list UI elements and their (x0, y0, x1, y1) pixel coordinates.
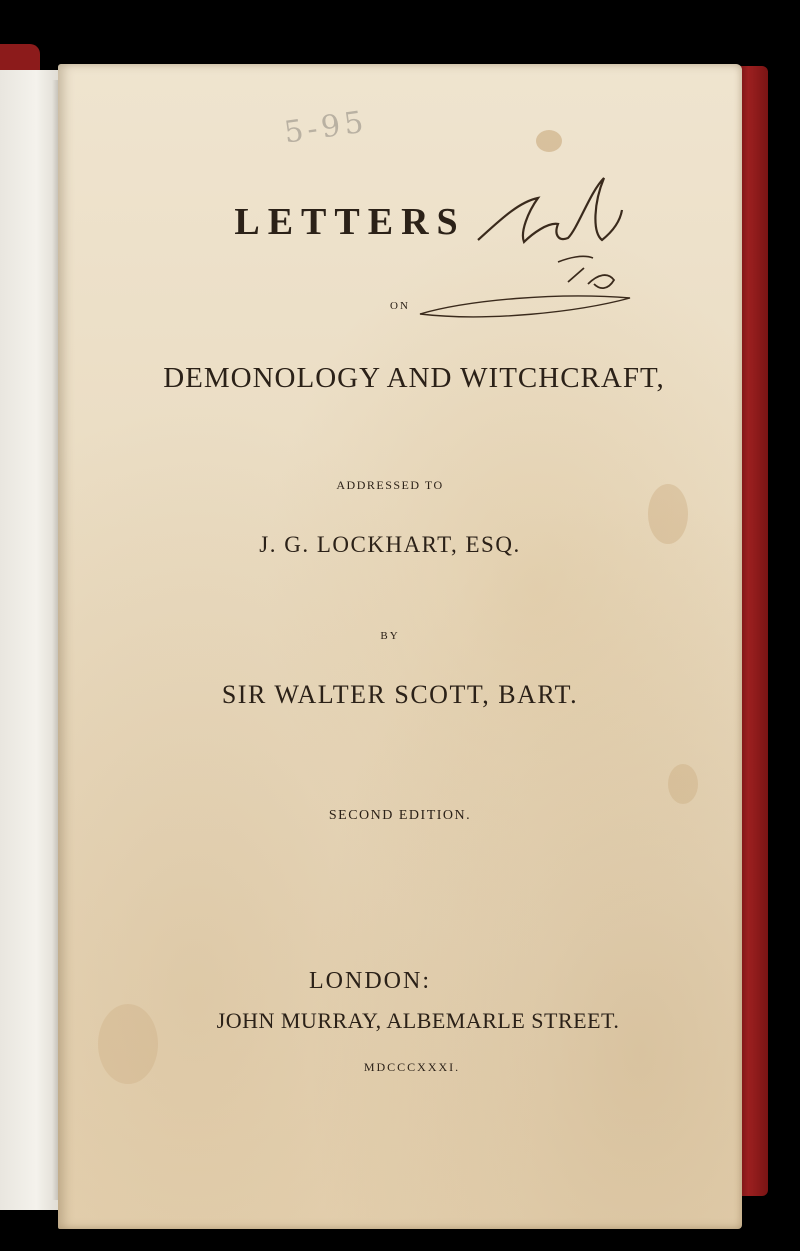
by-label: BY (380, 630, 400, 642)
title-conjunction: ON (390, 300, 410, 312)
publisher: JOHN MURRAY, ALBEMARLE STREET. (216, 1008, 620, 1033)
addressee-name: J. G. LOCKHART, ESQ. (259, 532, 521, 557)
title-page (58, 64, 742, 1229)
foxing-spot (668, 764, 698, 804)
pencil-mark: 5-95 (281, 104, 370, 151)
book-subject: DEMONOLOGY AND WITCHCRAFT, (163, 362, 665, 394)
addressed-to-label: ADDRESSED TO (336, 478, 444, 492)
publication-city: LONDON: (309, 968, 431, 994)
book-title: LETTERS (234, 201, 466, 243)
edition-label: SECOND EDITION. (328, 808, 472, 823)
foxing-spot (536, 130, 562, 152)
publication-year: MDCCCXXXI. (363, 1060, 461, 1074)
author-name: SIR WALTER SCOTT, BART. (221, 680, 579, 709)
